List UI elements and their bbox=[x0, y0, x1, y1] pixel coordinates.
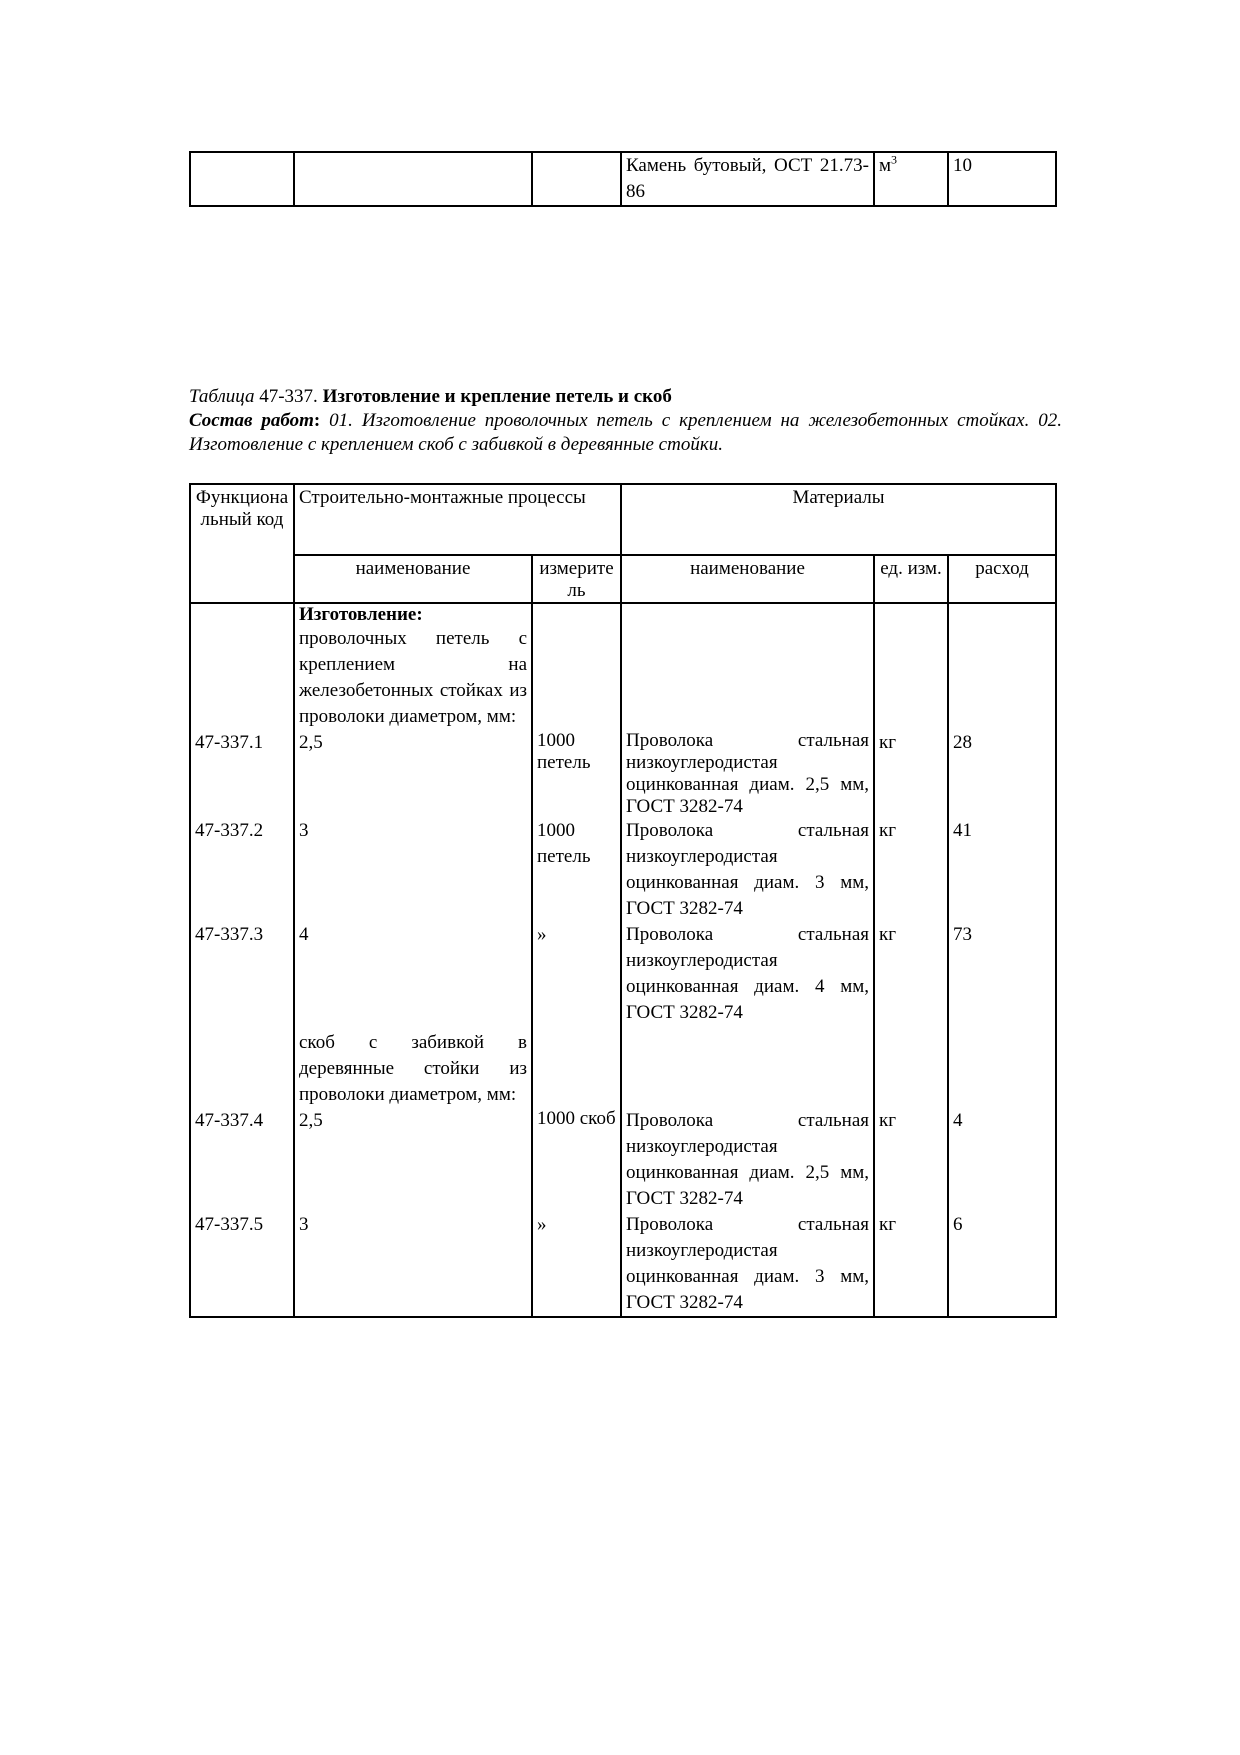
amount-cell: 6 bbox=[948, 1212, 1056, 1317]
empty-cell bbox=[532, 152, 621, 206]
group-description bbox=[294, 603, 532, 730]
group-heading: Изготовление: bbox=[299, 604, 423, 625]
empty-cell bbox=[621, 603, 874, 730]
empty-cell bbox=[190, 152, 294, 206]
table-title: Изготовление и крепление петель и скоб bbox=[322, 386, 672, 407]
work-composition bbox=[189, 409, 1062, 457]
unit-superscript: 3 bbox=[891, 152, 898, 167]
table-number: 47-337. bbox=[254, 386, 323, 407]
table-row bbox=[190, 922, 1056, 1026]
empty-cell bbox=[190, 603, 294, 730]
material-cell: Проволока стальная низкоуглеродистая оцинкованная диам. 3 мм, ГОСТ 3282-74 bbox=[621, 818, 874, 922]
header-row bbox=[190, 555, 1056, 603]
code-cell: 47-337.3 bbox=[190, 922, 294, 1026]
unit-cell: кг bbox=[874, 818, 948, 922]
amount-cell: 4 bbox=[948, 1108, 1056, 1212]
empty-cell bbox=[532, 603, 621, 730]
empty-cell bbox=[948, 1026, 1056, 1108]
material-cell: Проволока стальная низкоуглеродистая оцинкованная диам. 4 мм, ГОСТ 3282-74 bbox=[621, 922, 874, 1026]
rates-table bbox=[189, 483, 1057, 1318]
header-func-code: Функциональный код bbox=[190, 484, 294, 603]
header-consumption: расход bbox=[948, 555, 1056, 603]
table-row bbox=[190, 1212, 1056, 1317]
table-header bbox=[190, 484, 1056, 603]
code-cell: 47-337.5 bbox=[190, 1212, 294, 1317]
material-name-cell: Камень бутовый, ОСТ 21.73-86 bbox=[621, 152, 874, 206]
header-row bbox=[190, 484, 1056, 555]
work-colon: : bbox=[313, 410, 321, 431]
name-cell: 2,5 bbox=[294, 730, 532, 818]
empty-cell bbox=[874, 1026, 948, 1108]
meter-cell: » bbox=[532, 922, 621, 1026]
amount-cell: 41 bbox=[948, 818, 1056, 922]
material-cell: Проволока стальная низкоуглеродистая оцинкованная диам. 3 мм, ГОСТ 3282-74 bbox=[621, 1212, 874, 1317]
group-text: проволочных петель с креплением на железобетонных стойках из проволоки диаметром, мм: bbox=[299, 628, 527, 727]
header-meter: измеритель bbox=[532, 555, 621, 603]
unit-base: м bbox=[879, 155, 892, 176]
table-row bbox=[190, 152, 1056, 206]
header-mat-name: наименование bbox=[621, 555, 874, 603]
code-cell: 47-337.1 bbox=[190, 730, 294, 818]
empty-cell bbox=[532, 1026, 621, 1108]
code-cell: 47-337.4 bbox=[190, 1108, 294, 1212]
meter-cell: 1000 петель bbox=[532, 730, 621, 818]
empty-cell bbox=[621, 1026, 874, 1108]
table-caption bbox=[189, 385, 1062, 457]
unit-cell: кг bbox=[874, 1212, 948, 1317]
empty-cell bbox=[948, 603, 1056, 730]
group-description: скоб с забивкой в деревянные стойки из проволоки диаметром, мм: bbox=[294, 1026, 532, 1108]
name-cell: 3 bbox=[294, 818, 532, 922]
name-cell: 4 bbox=[294, 922, 532, 1026]
code-cell: 47-337.2 bbox=[190, 818, 294, 922]
unit-cell: кг bbox=[874, 730, 948, 818]
table-word: Таблица bbox=[189, 386, 255, 407]
table-title-line bbox=[189, 385, 1062, 409]
unit-cell: кг bbox=[874, 922, 948, 1026]
group-row bbox=[190, 603, 1056, 730]
continuation-table bbox=[189, 151, 1057, 207]
meter-cell: 1000 петель bbox=[532, 818, 621, 922]
header-proc-name: наименование bbox=[294, 555, 532, 603]
header-processes: Строительно-монтажные процессы bbox=[294, 484, 621, 555]
table-body bbox=[190, 603, 1056, 1317]
empty-cell bbox=[190, 1026, 294, 1108]
unit-cell bbox=[874, 152, 948, 206]
name-cell: 2,5 bbox=[294, 1108, 532, 1212]
unit-cell: кг bbox=[874, 1108, 948, 1212]
meter-cell: » bbox=[532, 1212, 621, 1317]
table-row bbox=[190, 1108, 1056, 1212]
work-text: 01. Изготовление проволочных петель с креплением на железобетонных стойках. 02. Изготовление с креплением скоб с забивкой в деревянные стойки. bbox=[189, 410, 1062, 455]
amount-cell: 10 bbox=[948, 152, 1056, 206]
header-unit: ед. изм. bbox=[874, 555, 948, 603]
amount-cell: 73 bbox=[948, 922, 1056, 1026]
empty-cell bbox=[294, 152, 532, 206]
amount-cell: 28 bbox=[948, 730, 1056, 818]
name-cell: 3 bbox=[294, 1212, 532, 1317]
work-label: Состав работ bbox=[189, 410, 314, 431]
group-row bbox=[190, 1026, 1056, 1108]
meter-cell: 1000 скоб bbox=[532, 1108, 621, 1212]
table-row bbox=[190, 730, 1056, 818]
header-materials: Материалы bbox=[621, 484, 1056, 555]
empty-cell bbox=[874, 603, 948, 730]
material-cell: Проволока стальная низкоуглеродистая оцинкованная диам. 2,5 мм, ГОСТ 3282-74 bbox=[621, 730, 874, 818]
material-cell: Проволока стальная низкоуглеродистая оцинкованная диам. 2,5 мм, ГОСТ 3282-74 bbox=[621, 1108, 874, 1212]
table-row bbox=[190, 818, 1056, 922]
